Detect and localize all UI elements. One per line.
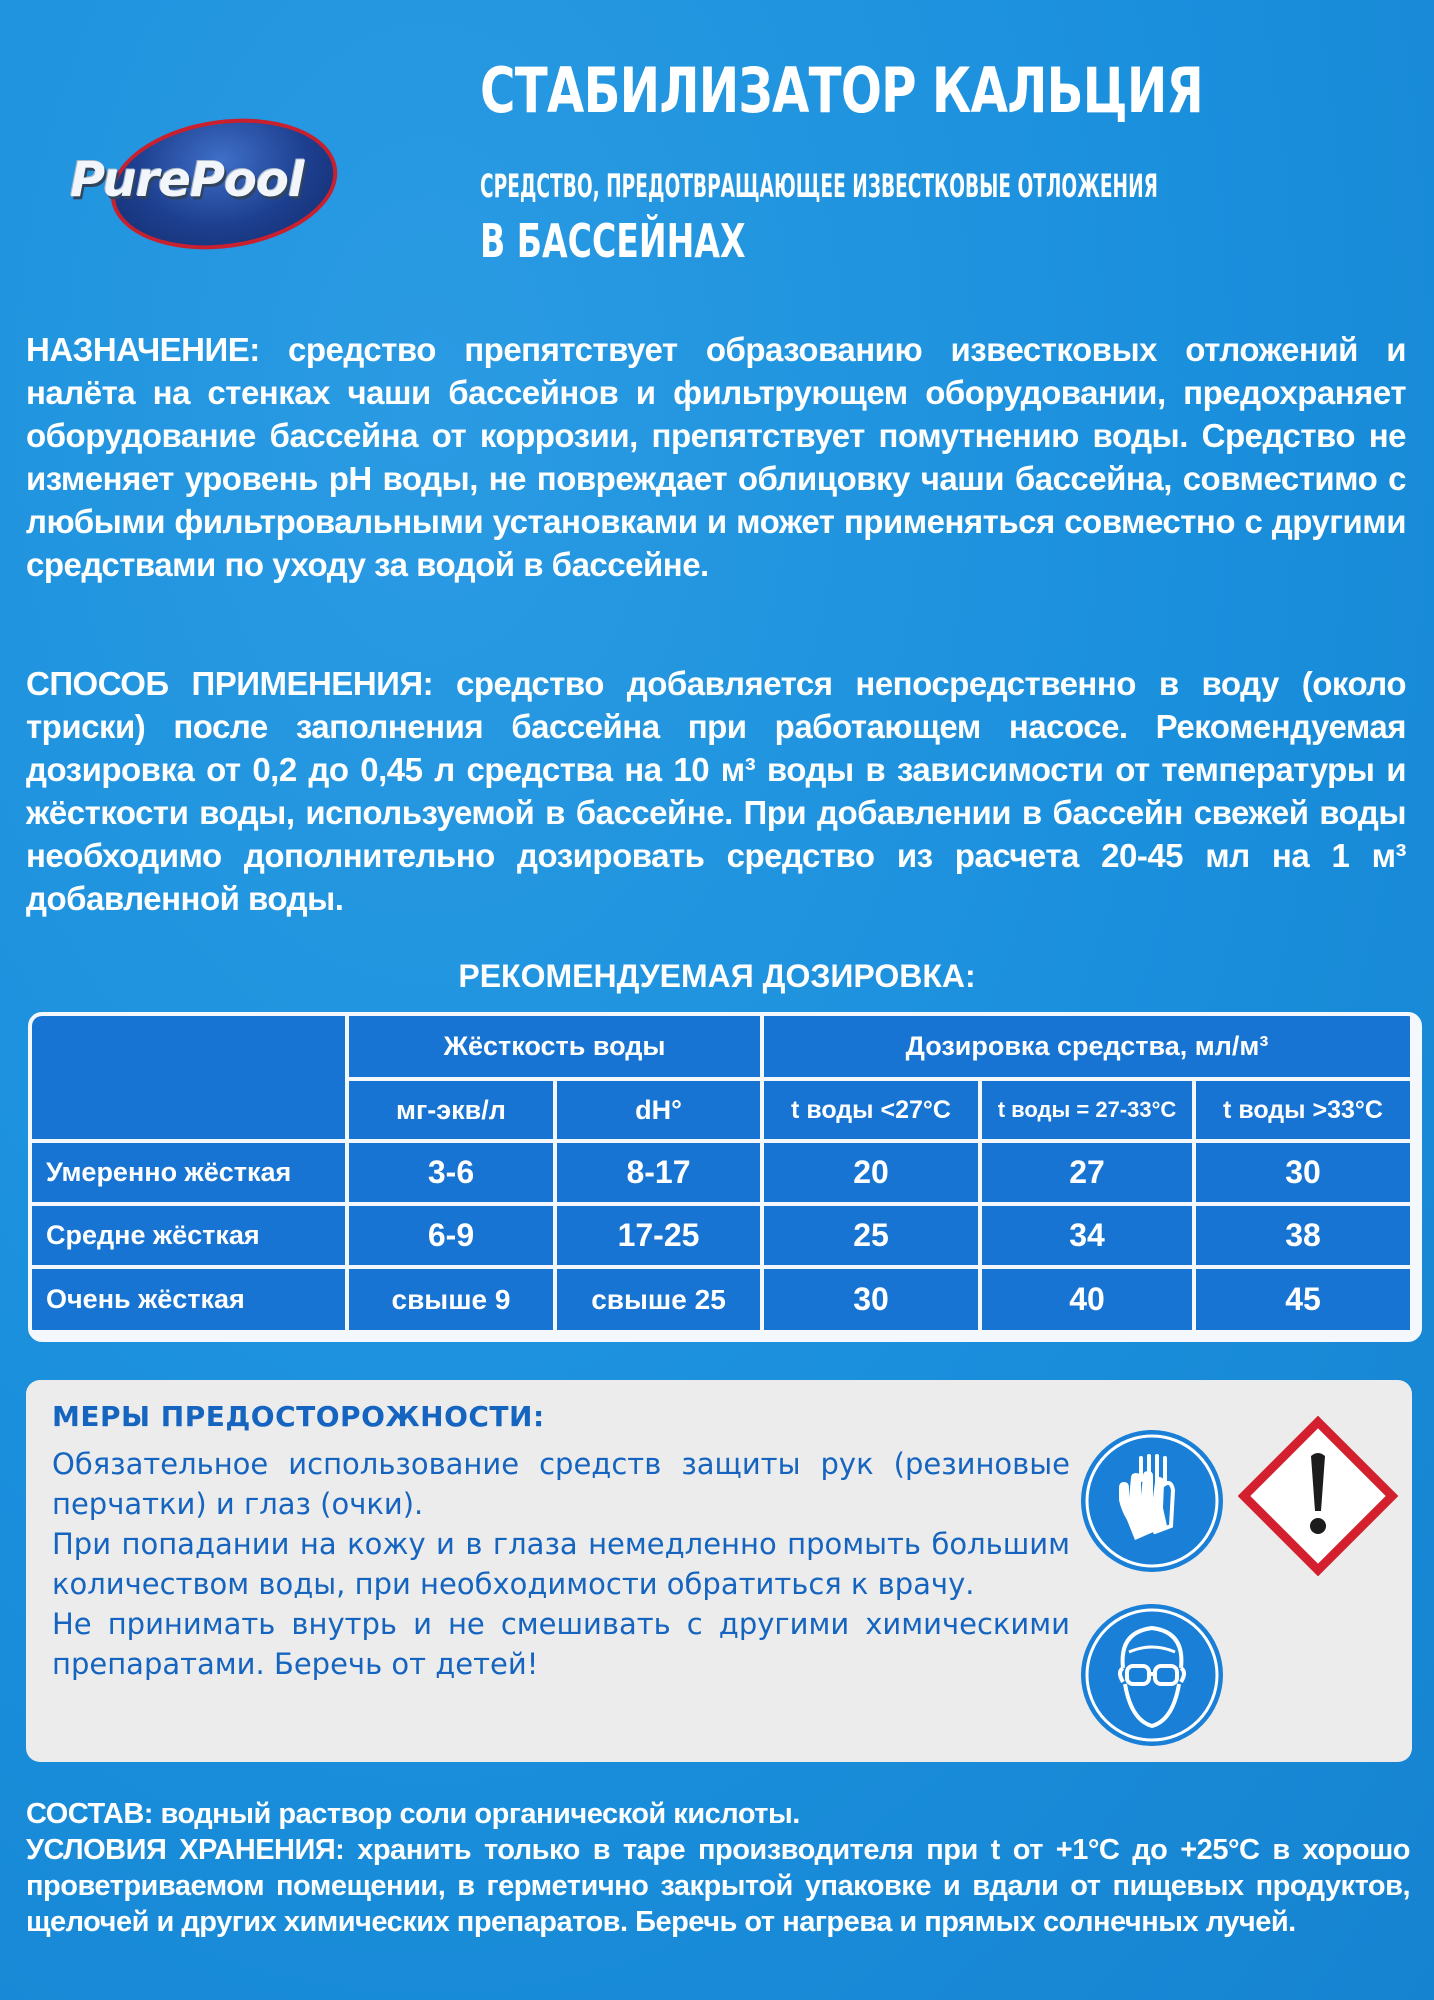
table-corner-cell <box>32 1016 345 1139</box>
product-title: СТАБИЛИЗАТОР КАЛЬЦИЯ <box>480 54 1204 127</box>
product-subtitle: СРЕДСТВО, ПРЕДОТВРАЩАЮЩЕЕ ИЗВЕСТКОВЫЕ ОТЛОЖЕНИЯ <box>480 167 1158 205</box>
table-cell: 6-9 <box>349 1206 553 1265</box>
header-hardness: Жёсткость воды <box>349 1016 760 1077</box>
row-label-moderate: Умеренно жёсткая <box>32 1143 345 1202</box>
table-cell: свыше 25 <box>557 1269 760 1330</box>
table-cell: 30 <box>764 1269 978 1330</box>
table-cell: 30 <box>1196 1143 1410 1202</box>
logo-text: PurePool <box>70 152 304 208</box>
composition-label: СОСТАВ: <box>26 1798 153 1830</box>
subheader-temp-high: t воды >33°C <box>1196 1081 1410 1139</box>
usage-text: средство добавляется непосредственно в воду (около триски) после заполнения бассейна при работающем насосе. Рекомендуемая дозировка от 0,2 до 0,45 л средства на 10 м³ воды в зависимости от температуры и жёсткости воды, используемой в бассейне. При добавлении в бассейн свежей воды необходимо дополнительно дозировать средство из расчета 20-45 мл на 1 м³ добавленной воды. <box>26 665 1406 917</box>
table-cell: 45 <box>1196 1269 1410 1330</box>
table-cell: 38 <box>1196 1206 1410 1265</box>
table-cell: 20 <box>764 1143 978 1202</box>
precaution-paragraph: При попадании на кожу и в глаза немедленно промыть большим количеством воды, при необходимости обратиться к врачу. <box>52 1527 1070 1601</box>
table-cell: свыше 9 <box>349 1269 553 1330</box>
purpose-text: средство препятствует образованию известковых отложений и налёта на стенках чаши бассейнов и фильтрующем оборудовании, предохраняет оборудование бассейна от коррозии, препятствует помутнению воды. Средство не изменяет уровень pH воды, не повреждает облицовку чаши бассейна, совместимо с любыми фильтровальными установками и может применяться совместно с другими средствами по уходу за водой в бассейне. <box>26 331 1406 583</box>
table-cell: 17-25 <box>557 1206 760 1265</box>
purpose-label: НАЗНАЧЕНИЕ: <box>26 331 260 368</box>
row-label-very-hard: Очень жёсткая <box>32 1269 345 1330</box>
composition-text: водный раствор соли органической кислоты. <box>160 1798 800 1830</box>
table-cell: 27 <box>982 1143 1192 1202</box>
usage-label: СПОСОБ ПРИМЕНЕНИЯ: <box>26 665 434 702</box>
table-cell: 8-17 <box>557 1143 760 1202</box>
precautions-title: МЕРЫ ПРЕДОСТОРОЖНОСТИ: <box>52 1400 545 1433</box>
row-label-medium: Средне жёсткая <box>32 1206 345 1265</box>
ghs-exclamation-hazard-icon <box>1238 1416 1398 1576</box>
storage-line <box>26 1832 1410 1940</box>
brand-logo <box>70 110 410 250</box>
product-subtitle-line2: В БАССЕЙНАХ <box>480 214 746 268</box>
precautions-text <box>52 1444 1070 1684</box>
eye-protection-required-icon <box>1079 1602 1225 1748</box>
header-dosage: Дозировка средства, мл/м³ <box>764 1016 1410 1077</box>
usage-section <box>26 662 1406 920</box>
purpose-section <box>26 328 1406 586</box>
table-cell: 25 <box>764 1206 978 1265</box>
subheader-temp-low: t воды <27°C <box>764 1081 978 1139</box>
precaution-paragraph: Обязательное использование средств защиты рук (резиновые перчатки) и глаз (очки). <box>52 1447 1070 1521</box>
dosage-table <box>28 1012 1422 1342</box>
precautions-panel <box>26 1380 1412 1762</box>
dosage-table-title: РЕКОМЕНДУЕМАЯ ДОЗИРОВКА: <box>458 958 976 994</box>
subheader-dh: dH° <box>557 1081 760 1139</box>
table-cell: 34 <box>982 1206 1192 1265</box>
composition-line <box>26 1796 1410 1832</box>
subheader-mg-eq: мг-экв/л <box>349 1081 553 1139</box>
table-cell: 40 <box>982 1269 1192 1330</box>
footer-section <box>26 1796 1410 1940</box>
storage-label: УСЛОВИЯ ХРАНЕНИЯ: <box>26 1834 345 1866</box>
storage-text: хранить только в таре производителя при t от +1°C до +25°C в хорошо проветриваемом помещении, в герметично закрытой упаковке и вдали от пищевых продуктов, щелочей и других химических препаратов. Беречь от нагрева и прямых солнечных лучей. <box>26 1834 1410 1938</box>
subheader-temp-mid: t воды = 27-33°C <box>982 1081 1192 1139</box>
precaution-paragraph: Не принимать внутрь и не смешивать с другими химическими препаратами. Беречь от детей! <box>52 1607 1070 1681</box>
table-cell: 3-6 <box>349 1143 553 1202</box>
gloves-required-icon <box>1079 1428 1225 1574</box>
